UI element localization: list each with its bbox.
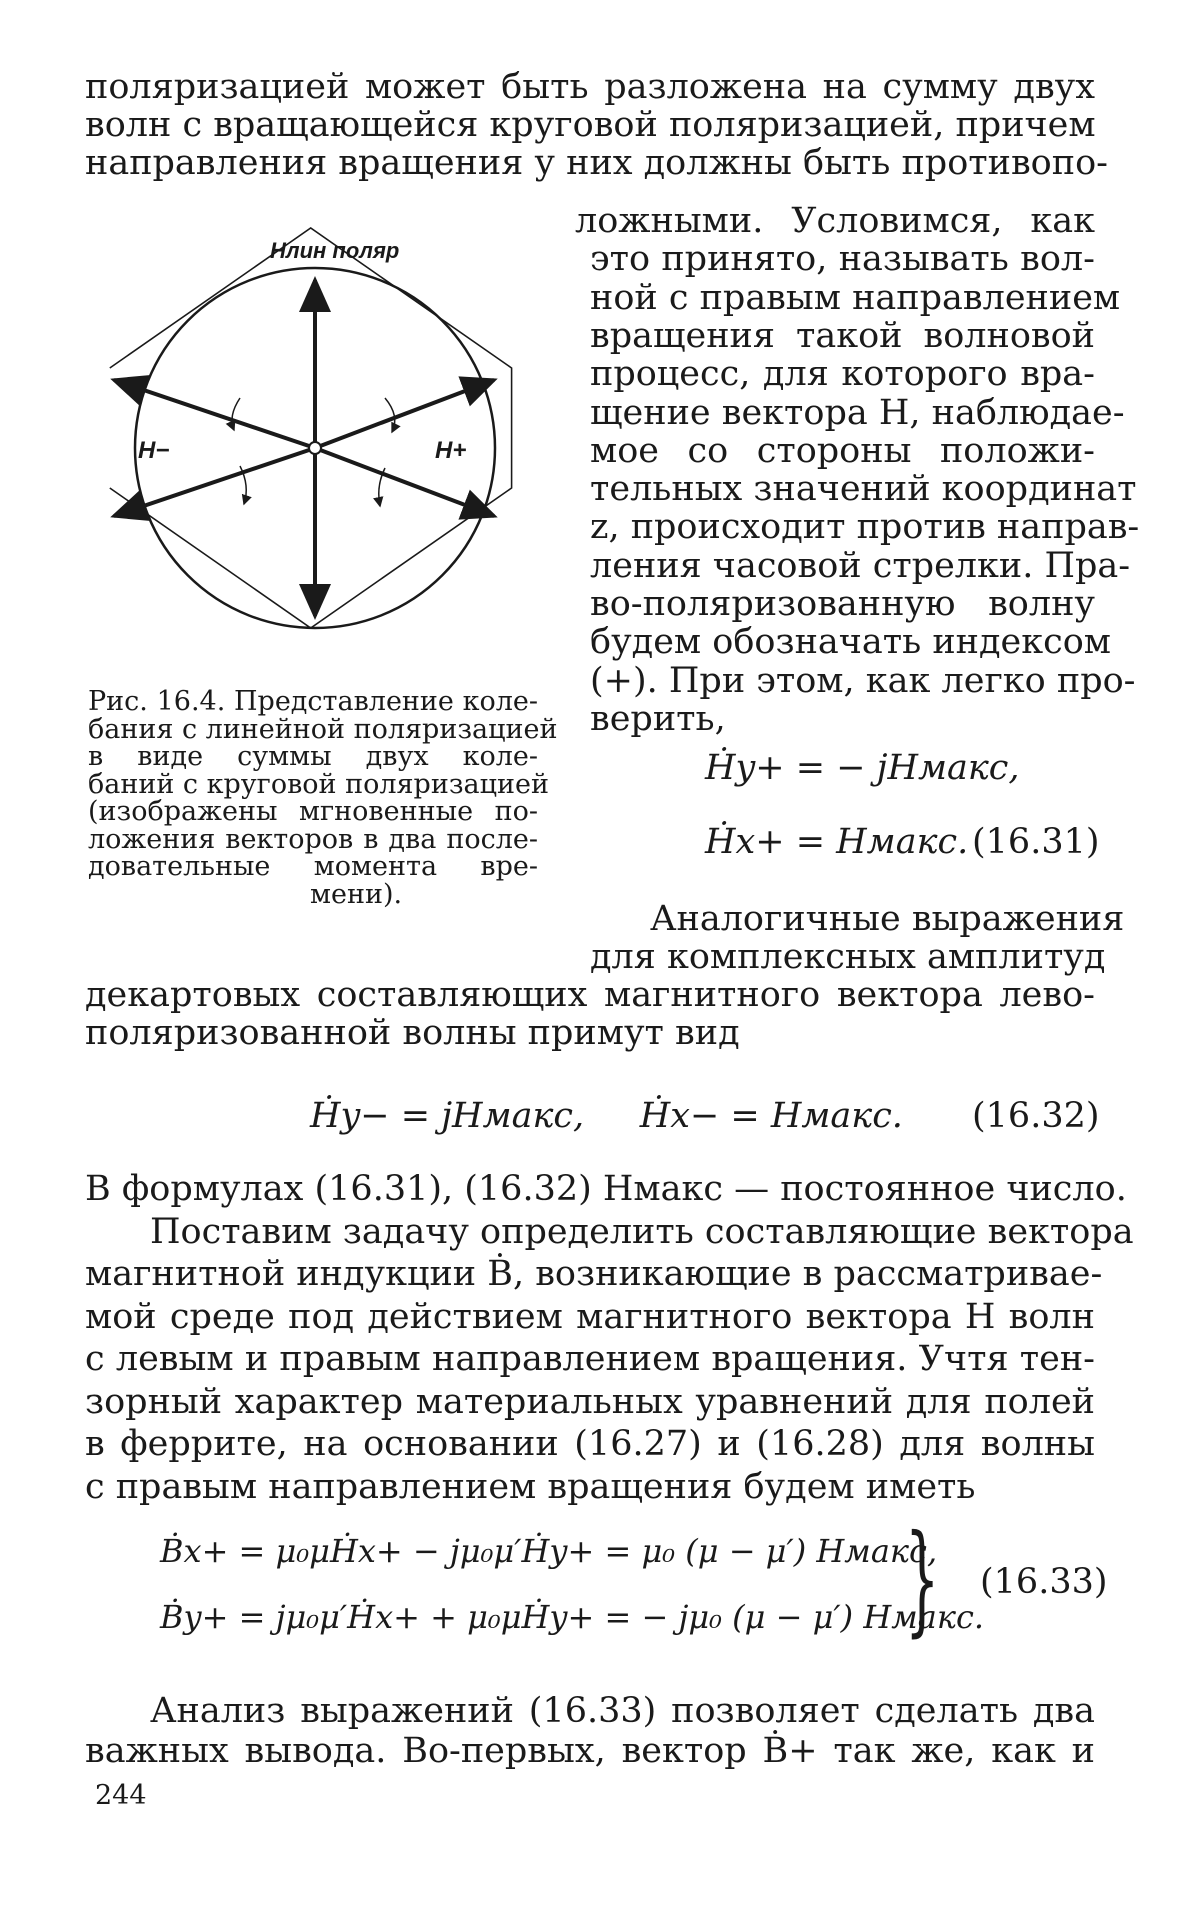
figure-origin	[309, 442, 321, 454]
right-column-line: верить,	[590, 698, 726, 739]
caption-line: довательные момента вре-	[88, 851, 538, 882]
eq-16-31-line-1: Ḣy+ = − jHмакс,	[705, 748, 1020, 788]
right-column-line: ной с правым направлением	[590, 277, 1121, 318]
eq-16-32-body: Ḣy− = jHмакс, Ḣx− = Hмакс.	[310, 1096, 903, 1136]
figure-label-left: H−	[138, 437, 170, 464]
right-column-line: ложными. Условимся, как	[575, 201, 1095, 241]
text-top-line-2: волн с вращающейся круговой поляризацией, причем	[85, 105, 1096, 145]
figure-label-right: H+	[435, 437, 467, 464]
eq-16-33-number: (16.33)	[980, 1562, 1108, 1602]
right-column-line: во-поляризованную волну	[590, 584, 1095, 624]
eq-16-31-number: (16.31)	[972, 822, 1100, 862]
lower-text-line: магнитной индукции Ḃ, возникающие в рассматривае-	[85, 1254, 1103, 1294]
text-top-line-1: поляризацией может быть разложена на сумму двух	[85, 67, 1095, 107]
page-number: 244	[95, 1780, 147, 1811]
lower-text-line: зорный характер материальных уравнений для полей	[85, 1381, 1095, 1422]
figure-polarization-diagram	[100, 218, 520, 638]
text-bottom-line-1: Анализ выражений (16.33) позволяет сделать два	[150, 1691, 1095, 1731]
text-bottom-line-2: важных вывода. Во-первых, вектор Ḃ+ так же, как и	[85, 1731, 1095, 1771]
right-column-line: процесс, для которого вра-	[590, 354, 1095, 395]
text-top-line-3: направления вращения у них должны быть противопо-	[85, 143, 1108, 183]
lower-text-line: в феррите, на основании (16.27) и (16.28) для волны	[85, 1424, 1095, 1464]
right-column-line: будем обозначать индексом	[590, 622, 1112, 663]
eq-16-33-brace: }	[905, 1510, 940, 1649]
lower-text-line: с левым и правым направлением вращения. Учтя тен-	[85, 1339, 1095, 1379]
right-column-line: тельных значений координат	[590, 469, 1137, 510]
caption-line: ложения векторов в два после-	[88, 823, 538, 855]
lower-text-line: с правым направлением вращения будем иметь	[85, 1466, 976, 1507]
lower-text-line: Поставим задачу определить составляющие вектора	[150, 1211, 1134, 1252]
caption-line: Рис. 16.4. Представление коле-	[88, 686, 538, 717]
lower-text-line: мой среде под действием магнитного вектора H волн	[85, 1296, 1095, 1337]
rhombus-outline	[110, 228, 512, 628]
caption-line: мени).	[310, 878, 403, 910]
right-column-line: вращения такой волновой	[590, 315, 1095, 356]
right-column-line: (+). При этом, как легко про-	[590, 660, 1136, 701]
right-column-line: это принято, называть вол-	[590, 239, 1095, 280]
text-mid-line-1: Аналогичные выражения	[650, 899, 1125, 939]
right-column-line: щение вектора H, наблюдае-	[590, 392, 1125, 433]
caption-line: (изображены мгновенные по-	[88, 796, 538, 827]
lower-text-line: В формулах (16.31), (16.32) Hмакс — постоянное число.	[85, 1169, 1127, 1209]
caption-line: баний с круговой поляризацией	[88, 768, 549, 800]
eq-16-31-line-2: Ḣx+ = Hмакс.	[705, 822, 969, 862]
rotation-arrow-left-upper	[232, 398, 240, 430]
eq-16-32-number: (16.32)	[972, 1096, 1100, 1136]
vector-upper-right	[315, 380, 494, 448]
vector-lower-right	[315, 448, 494, 516]
figure-label-top: Hлин поляр	[270, 238, 400, 263]
caption-line: в виде суммы двух коле-	[88, 741, 538, 772]
eq-16-33-line-1: Ḃx+ = μ₀μḢx+ − jμ₀μ′Ḣy+ = μ₀ (μ − μ′) Hмакс,	[160, 1532, 938, 1570]
right-column-line: мое со стороны положи-	[590, 430, 1095, 471]
text-mid-line-2: для комплексных амплитуд	[590, 937, 1106, 977]
text-mid-line-3: декартовых составляющих магнитного вектора лево-	[85, 975, 1095, 1015]
right-column-line: ления часовой стрелки. Пра-	[590, 545, 1131, 586]
eq-16-33-line-2: Ḃy+ = jμ₀μ′Ḣx+ + μ₀μḢy+ = − jμ₀ (μ − μ′) Hмакс.	[160, 1598, 985, 1636]
caption-line: бания с линейной поляризацией	[88, 713, 558, 745]
right-column-line: z, происходит против направ-	[590, 507, 1140, 548]
text-mid-line-4: поляризованной волны примут вид	[85, 1013, 740, 1053]
rotation-arrow-right-upper	[385, 398, 395, 432]
